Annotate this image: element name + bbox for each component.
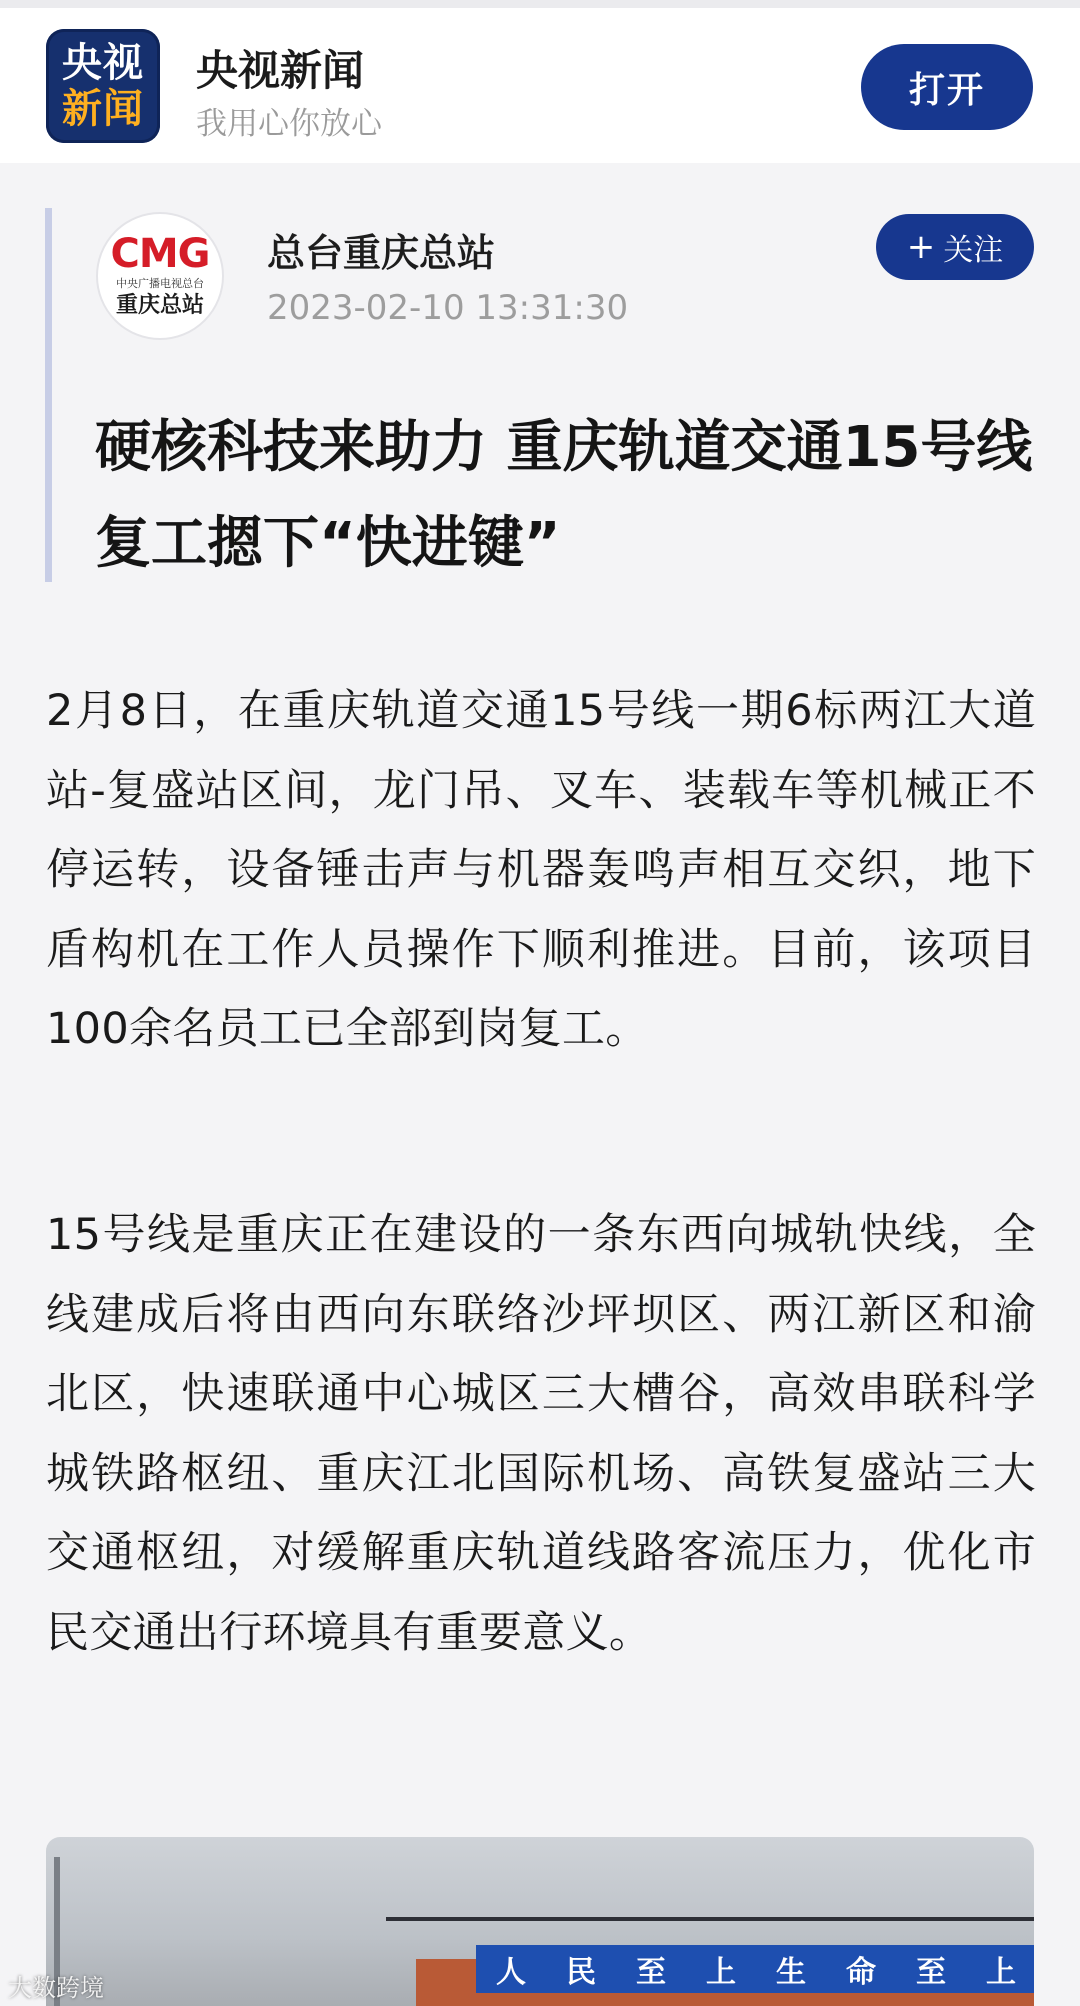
article-header (45, 208, 1035, 582)
avatar-org: 中央广播电视总台 (116, 277, 204, 290)
article-headline: 硬核科技来助力 重庆轨道交通15号线复工摁下“快进键” (95, 415, 1033, 576)
avatar-station: 重庆总站 (115, 293, 204, 318)
follow-label: 关注 (943, 233, 1004, 268)
app-logo[interactable] (46, 29, 160, 143)
banner-char: 生 (776, 1955, 806, 1990)
plus-icon: + (906, 227, 936, 267)
app-slogan: 我用心你放心 (196, 106, 382, 142)
banner-char: 人 (496, 1955, 526, 1990)
banner-char: 民 (566, 1955, 596, 1990)
article-photo[interactable] (46, 1837, 1034, 2006)
app-logo-line2-text: 新闻 (62, 86, 144, 132)
follow-button[interactable] (876, 214, 1034, 280)
article-paragraph: 2月8日，在重庆轨道交通15号线一期6标两江大道站-复盛站区间，龙门吊、叉车、装载车等机械正不停运转，设备锤击声与机器轰鸣声相互交织，地下盾构机在工作人员操作下顺利推进。目前，该项目100余名员工已全部到岗复工。 (46, 686, 1036, 1054)
article-paragraph: 15号线是重庆正在建设的一条东西向城轨快线，全线建成后将由西向东联络沙坪坝区、两江新区和渝北区，快速联通中心城区三大槽谷，高效串联科学城铁路枢纽、重庆江北国际机场、高铁复盛站三大交通枢纽，对缓解重庆轨道线路客流压力，优化市民交通出行环境具有重要意义。 (46, 1210, 1036, 1658)
open-app-button[interactable]: 打开 (861, 44, 1033, 130)
banner-char: 上 (706, 1955, 736, 1990)
photo-banner (476, 1945, 1034, 1993)
app-logo-line2 (62, 86, 144, 132)
author-avatar[interactable] (96, 212, 224, 340)
watermark: 大数跨境 (8, 1974, 104, 2002)
top-divider (0, 0, 1080, 8)
app-name: 央视新闻 (196, 46, 365, 95)
accent-bar (45, 208, 52, 582)
avatar-brand: CMG (110, 231, 210, 277)
banner-char: 上 (986, 1955, 1016, 1990)
banner-char: 至 (636, 1955, 666, 1990)
banner-char: 至 (916, 1955, 946, 1990)
author-name[interactable]: 总台重庆总站 (267, 231, 496, 275)
banner-char: 命 (846, 1955, 876, 1990)
publish-time: 2023-02-10 13:31:30 (267, 288, 629, 328)
app-logo-line1: 央视 (62, 40, 144, 86)
app-download-bar (0, 8, 1080, 163)
